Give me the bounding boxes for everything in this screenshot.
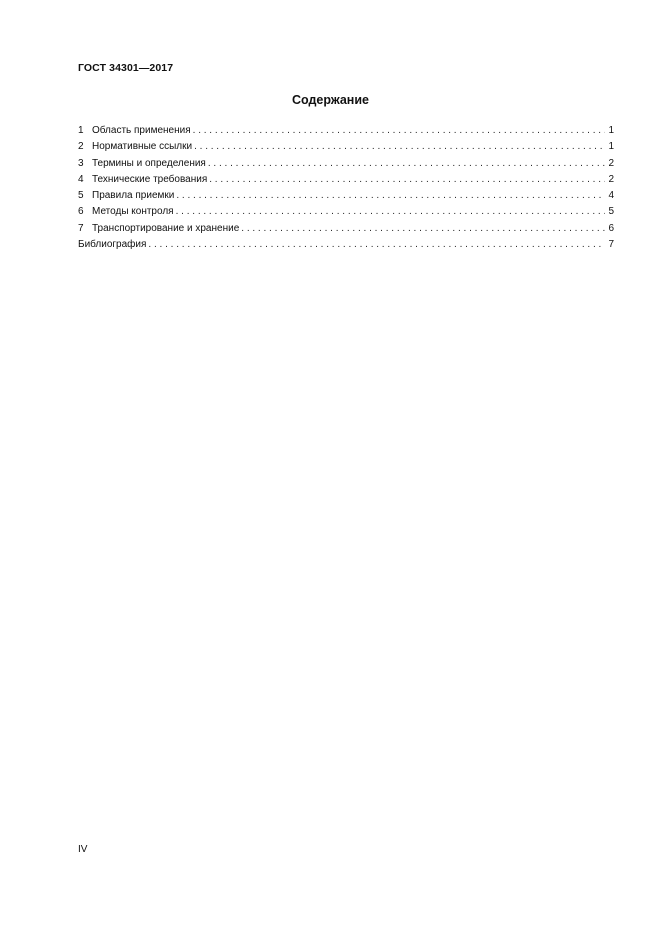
toc-entry-page: 5 bbox=[608, 206, 614, 218]
toc-entry-number: 6 bbox=[78, 206, 84, 218]
toc-entry-label: Транспортирование и хранение bbox=[92, 222, 240, 234]
toc-entry[interactable] bbox=[78, 172, 614, 188]
toc-entry-number: 5 bbox=[78, 190, 84, 202]
toc-entry-label: Технические требования bbox=[92, 173, 208, 185]
toc-entry-page: 4 bbox=[608, 190, 614, 202]
toc-entry[interactable] bbox=[78, 156, 614, 172]
toc-entry-number: 3 bbox=[78, 157, 84, 169]
toc-dot-leader bbox=[209, 172, 605, 188]
toc-entry-label: Нормативные ссылки bbox=[92, 141, 193, 153]
standard-designation: ГОСТ 34301—2017 bbox=[78, 62, 174, 74]
toc-entry-label: Область применения bbox=[92, 125, 191, 136]
toc-entry-label: Методы контроля bbox=[92, 206, 174, 218]
toc-dot-leader bbox=[194, 139, 605, 155]
toc-dot-leader bbox=[176, 204, 606, 220]
toc-entry-page: 1 bbox=[608, 141, 614, 153]
toc-entry-page: 1 bbox=[608, 125, 614, 136]
toc-entry-page: 2 bbox=[608, 173, 614, 185]
toc-dot-leader bbox=[176, 188, 605, 204]
toc-entry[interactable] bbox=[78, 123, 614, 139]
toc-entry-number: 1 bbox=[78, 125, 84, 136]
toc-entry-label: Правила приемки bbox=[92, 190, 175, 202]
toc-dot-leader bbox=[148, 237, 605, 253]
toc-entry[interactable] bbox=[78, 204, 614, 220]
toc-entry-page: 6 bbox=[608, 222, 614, 234]
toc-entry-number: 7 bbox=[78, 222, 84, 234]
toc-dot-leader bbox=[193, 123, 606, 139]
toc-dot-leader bbox=[208, 156, 606, 172]
page-number: IV bbox=[78, 844, 88, 855]
table-of-contents bbox=[78, 123, 614, 253]
toc-entry-page: 2 bbox=[608, 157, 614, 169]
toc-entry-label: Библиография bbox=[78, 239, 147, 251]
toc-entry-number: 2 bbox=[78, 141, 84, 153]
toc-entry-bibliography[interactable] bbox=[78, 237, 614, 253]
toc-entry-label: Термины и определения bbox=[92, 157, 206, 169]
toc-title: Содержание bbox=[291, 93, 369, 107]
toc-entry[interactable] bbox=[78, 221, 614, 237]
toc-entry-page: 7 bbox=[608, 239, 614, 251]
toc-dot-leader bbox=[241, 221, 605, 237]
toc-entry-number: 4 bbox=[78, 173, 84, 185]
toc-entry[interactable] bbox=[78, 188, 614, 204]
toc-entry[interactable] bbox=[78, 139, 614, 155]
